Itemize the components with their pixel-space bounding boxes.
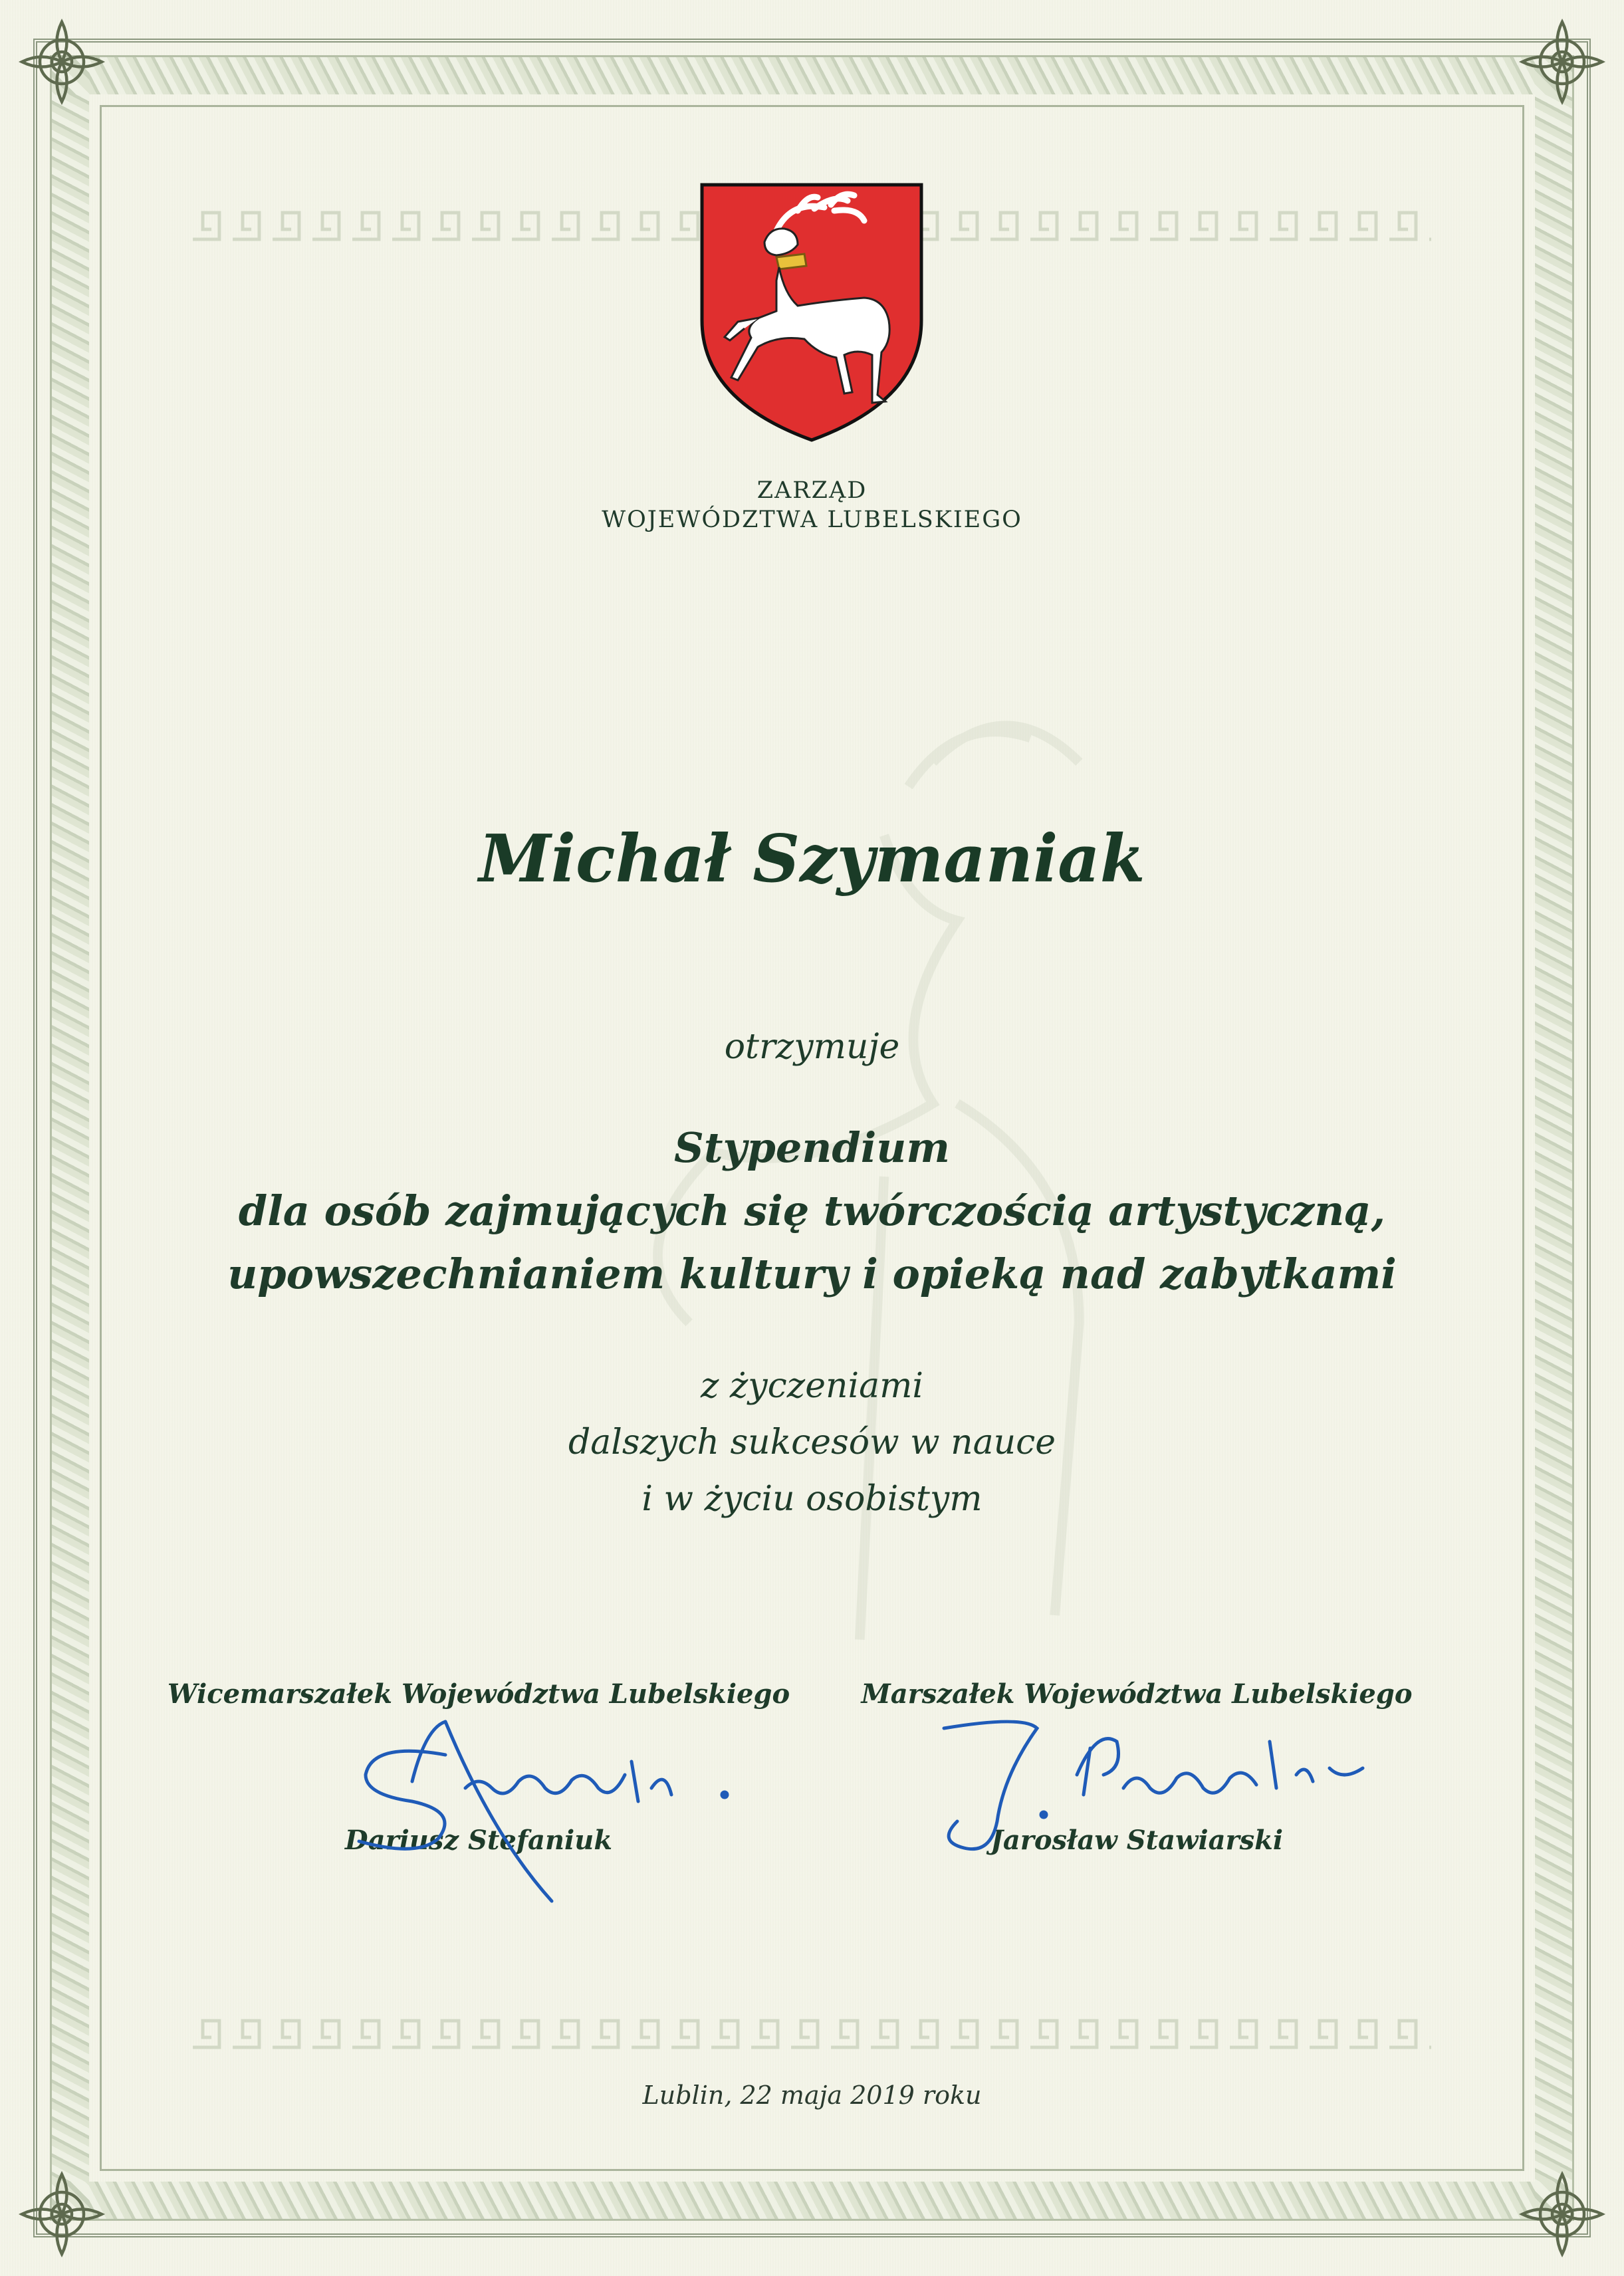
organization-line-2: WOJEWÓDZTWA LUBELSKIEGO bbox=[602, 507, 1022, 533]
organization-line-1: ZARZĄD bbox=[756, 477, 868, 504]
award-title: Stypendium bbox=[674, 1123, 950, 1172]
signatory-name: Dariusz Stefaniuk bbox=[344, 1825, 613, 1856]
wishes-line-2: dalszych sukcesów w nauce bbox=[568, 1422, 1056, 1462]
greek-key-band-bottom bbox=[193, 2014, 1431, 2054]
corner-ornament-icon bbox=[12, 12, 112, 112]
corner-ornament-icon bbox=[1512, 12, 1612, 112]
receives-text: otrzymuje bbox=[724, 1027, 900, 1067]
award-description-line-2: upowszechnianiem kultury i opieką nad zabytkami bbox=[227, 1250, 1397, 1298]
wishes-line-1: z życzeniami bbox=[700, 1366, 924, 1406]
wishes-line-3: i w życiu osobistym bbox=[641, 1479, 983, 1519]
signatory-title: Wicemarszałek Województwa Lubelskiego bbox=[167, 1678, 790, 1710]
recipient-name: Michał Szymaniak bbox=[479, 821, 1145, 897]
handwritten-signature-right bbox=[924, 1702, 1389, 1921]
handwritten-signature-left bbox=[332, 1702, 798, 1921]
corner-ornament-icon bbox=[1512, 2164, 1612, 2264]
corner-ornament-icon bbox=[12, 2164, 112, 2264]
lublin-coat-of-arms-deer-icon bbox=[698, 181, 925, 443]
award-description-line-1: dla osób zajmujących się twórczością artystyczną, bbox=[238, 1187, 1386, 1235]
issue-date: Lublin, 22 maja 2019 roku bbox=[642, 2081, 982, 2110]
signatory-title: Marszałek Województwa Lubelskiego bbox=[861, 1678, 1413, 1710]
signatory-name: Jarosław Stawiarski bbox=[990, 1825, 1284, 1856]
